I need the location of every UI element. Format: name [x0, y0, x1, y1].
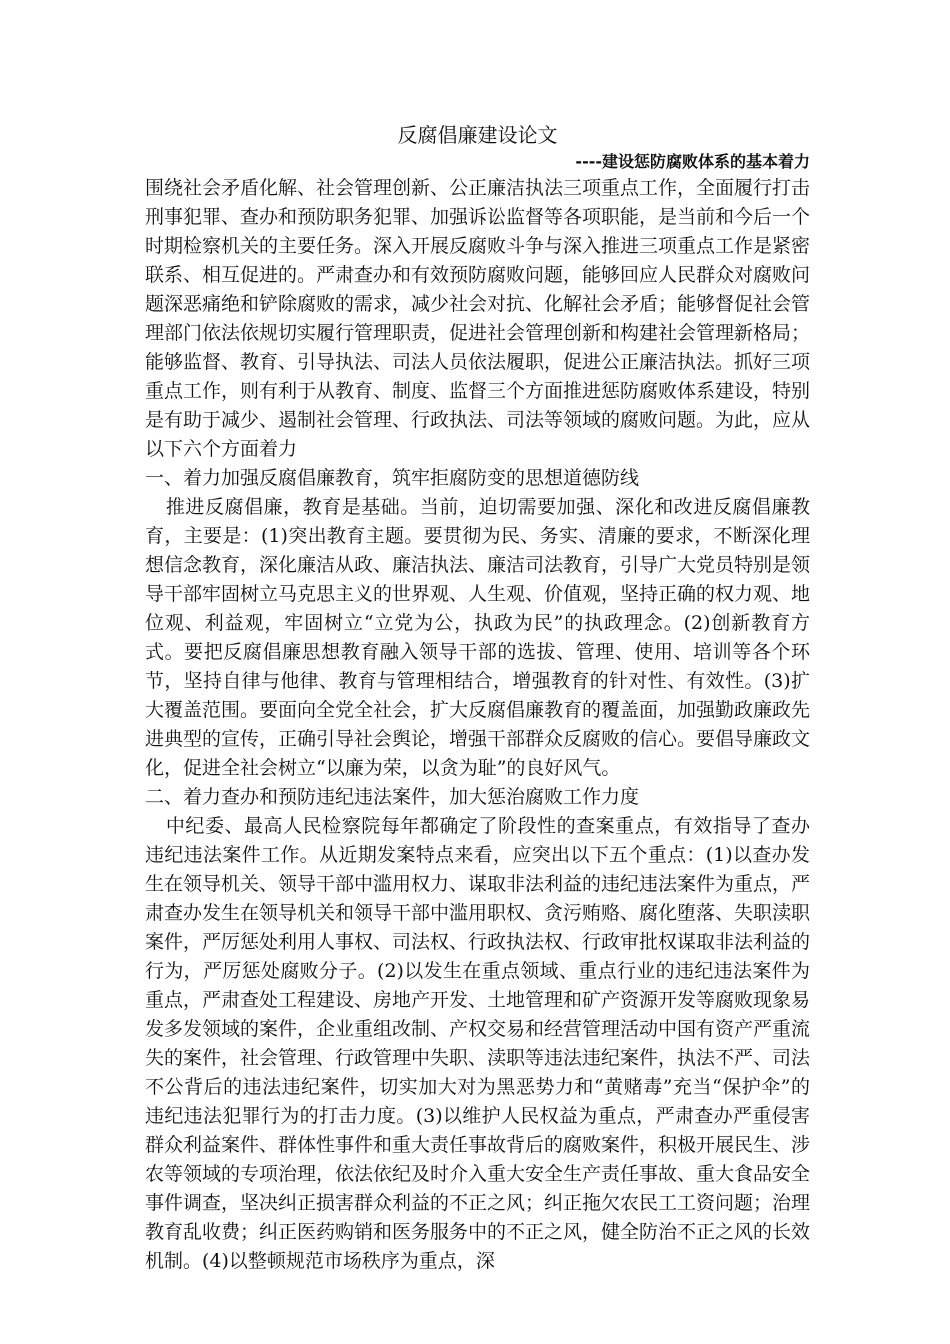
section-2-paragraph: 中纪委、最高人民检察院每年都确定了阶段性的查案重点，有效指导了查办违纪违法案件工作。从近期发案特点来看，应突出以下五个重点：(1)以查办发生在领导机关、领导干部中滥用权力、谋取非法利益的违纪违法案件为重点，严肃查办发生在领导机关和领导干部中滥用职权、贪污贿赂、腐化堕落、失职渎职案件，严厉惩处利用人事权、司法权、行政执法权、行政审批权谋取非法利益的行为，严厉惩处腐败分子。(2)以发生在重点领域、重点行业的违纪违法案件为重点，严肃查处工程建设、房地产开发、土地管理和矿产资源开发等腐败现象易发多发领域的案件，企业重组改制、产权交易和经营管理活动中国有资产严重流失的案件，社会管理、行政管理中失职、渎职等违法违纪案件，执法不严、司法不公背后的违法违纪案件，切实加大对为黑恶势力和“黄赌毒”充当“保护伞”的违纪违法犯罪行为的打击力度。(3)以维护人民权益为重点，严肃查办严重侵害群众利益案件、群体性事件和重大责任事故背后的腐败案件，积极开展民生、涉农等领域的专项治理，依法依纪及时介入重大安全生产责任事故、重大食品安全事件调查，坚决纠正损害群众利益的不正之风；纠正拖欠农民工工资问题；治理教育乱收费；纠正医药购销和医务服务中的不正之风，健全防治不正之风的长效机制。(4)以整顿规范市场秩序为重点，深 [145, 815, 811, 1272]
intro-paragraph: 围绕社会矛盾化解、社会管理创新、公正廉洁执法三项重点工作，全面履行打击刑事犯罪、查办和预防职务犯罪、加强诉讼监督等各项职能，是当前和今后一个时期检察机关的主要任务。深入开展反腐败斗争与深入推进三项重点工作是紧密联系、相互促进的。严肃查办和有效预防腐败问题，能够回应人民群众对腐败问题深恶痛绝和铲除腐败的需求，减少社会对抗、化解社会矛盾；能够督促社会管理部门依法依规切实履行管理职责，促进社会管理创新和构建社会管理新格局；能够监督、教育、引导执法、司法人员依法履职，促进公正廉洁执法。抓好三项重点工作，则有利于从教育、制度、监督三个方面推进惩防腐败体系建设，特别是有助于减少、遏制社会管理、行政执法、司法等领域的腐败问题。为此，应从以下六个方面着力 [145, 177, 811, 460]
document-subtitle: ----建设惩防腐败体系的基本着力 [575, 152, 810, 171]
section-1-paragraph: 推进反腐倡廉，教育是基础。当前，迫切需要加强、深化和改进反腐倡廉教育，主要是：(1)突出教育主题。要贯彻为民、务实、清廉的要求，不断深化理想信念教育，深化廉洁从政、廉洁执法、廉洁司法教育，引导广大党员特别是领导干部牢固树立马克思主义的世界观、人生观、价值观，坚持正确的权力观、地位观、利益观，牢固树立“立党为公，执政为民”的执政理念。(2)创新教育方式。要把反腐倡廉思想教育融入领导干部的选拔、管理、使用、培训等各个环节，坚持自律与他律、教育与管理相结合，增强教育的针对性、有效性。(3)扩大覆盖范围。要面向全党全社会，扩大反腐倡廉教育的覆盖面，加强勤政廉政先进典型的宣传，正确引导社会舆论，增强干部群众反腐败的信心。要倡导廉政文化，促进全社会树立“以廉为荣，以贪为耻”的良好风气。 [145, 496, 811, 779]
section-2-heading: 二、着力查办和预防违纪违法案件，加大惩治腐败工作力度 [145, 786, 640, 808]
document-title: 反腐倡廉建设论文 [397, 123, 558, 147]
section-1-heading: 一、着力加强反腐倡廉教育，筑牢拒腐防变的思想道德防线 [145, 467, 640, 489]
document-body [145, 120, 810, 1276]
